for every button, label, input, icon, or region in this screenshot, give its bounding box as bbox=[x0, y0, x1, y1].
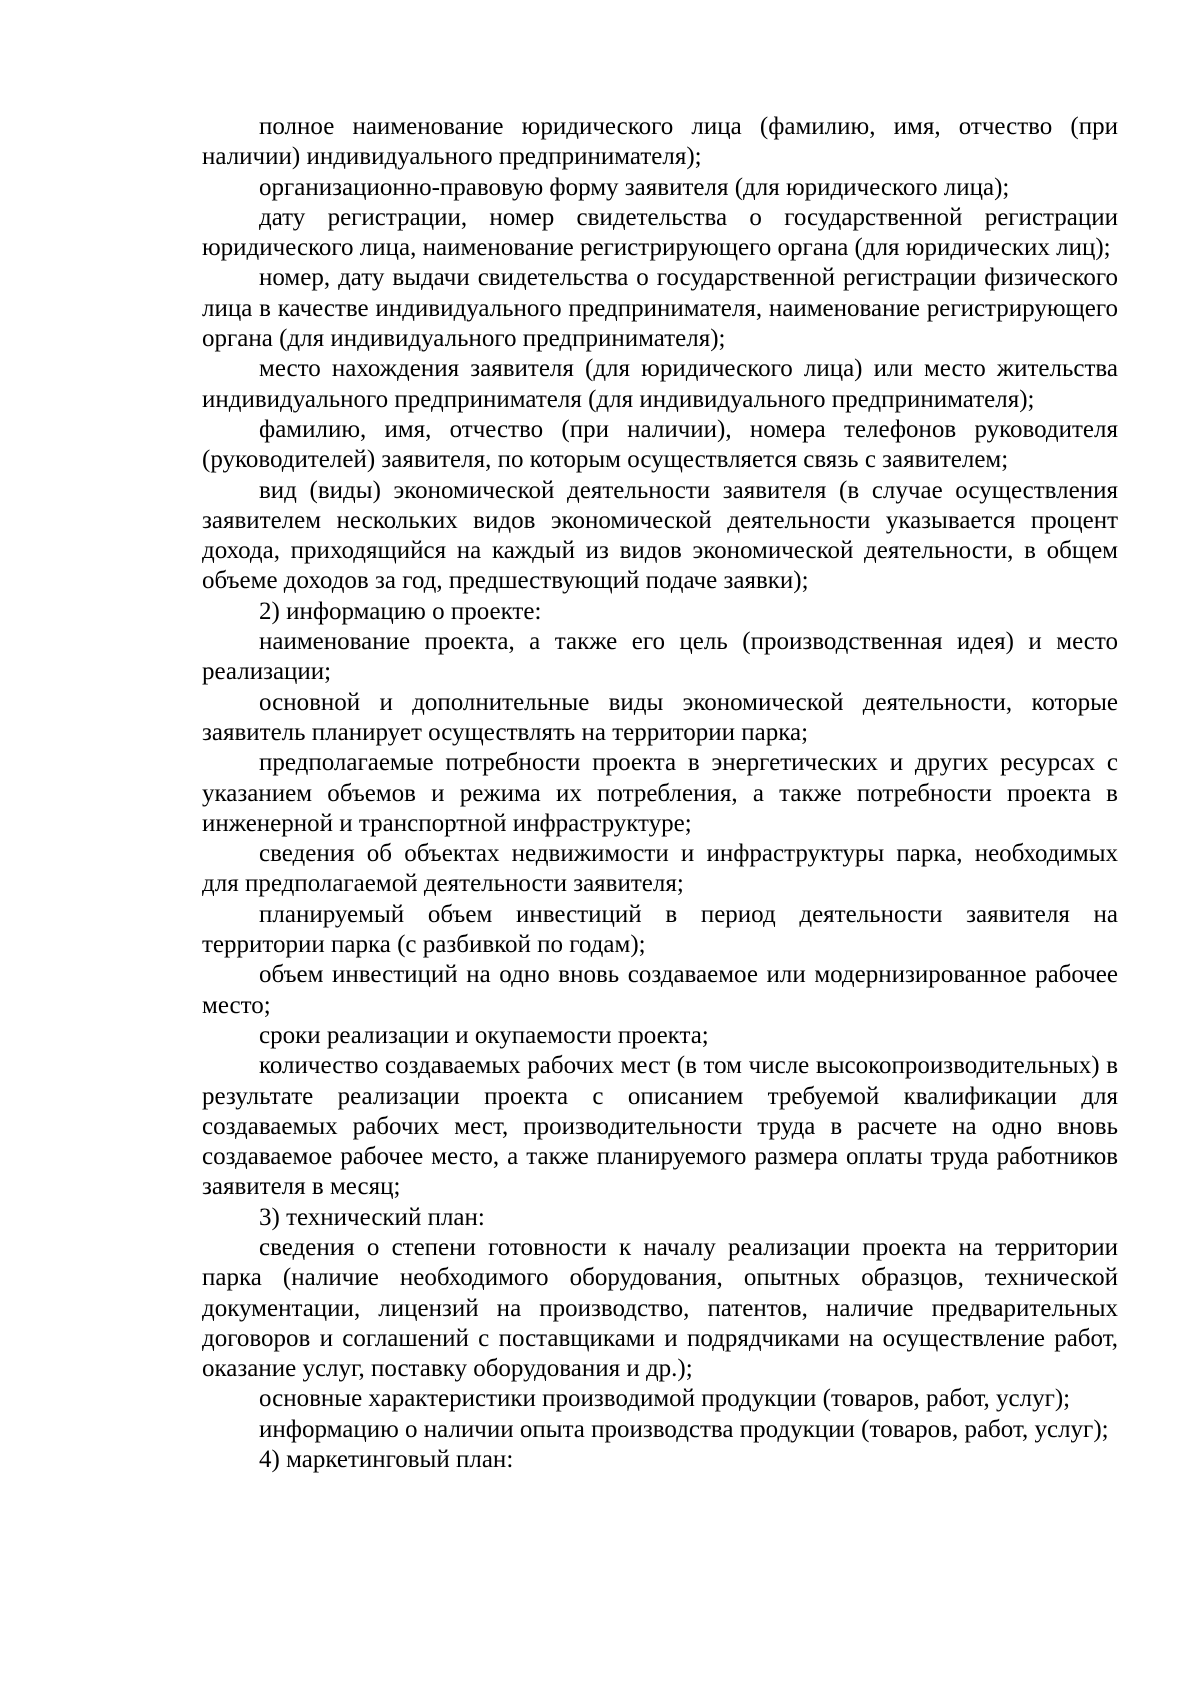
paragraph-legal-form: организационно-правовую форму заявителя (для юридического лица); bbox=[259, 173, 1010, 201]
paragraph-production-experience: информацию о наличии опыта производства продукции (товаров, работ, услуг); bbox=[259, 1415, 1109, 1443]
paragraph-registration-date: дату регистрации, номер свидетельства о государственной регистрации юридического лица, наименование регистрирующего органа (для юридических лиц); bbox=[202, 203, 1118, 262]
paragraph-entrepreneur-certificate: номер, дату выдачи свидетельства о государственной регистрации физического лица в качестве индивидуального предпринимателя, наименование регистрирующего органа (для индивидуального предпринимателя); bbox=[202, 264, 1118, 353]
paragraph-project-name: наименование проекта, а также его цель (производственная идея) и место реализации; bbox=[202, 628, 1118, 686]
paragraph-resource-needs: предполагаемые потребности проекта в энергетических и других ресурсах с указанием объемов и режима их потребления, а также потребности проекта в инженерной и транспортной инфраструктуре; bbox=[202, 749, 1118, 837]
paragraph-investment-per-workplace: объем инвестиций на одно вновь создаваемое или модернизированное рабочее место; bbox=[202, 961, 1118, 1019]
section-heading-project-info: 2) информацию о проекте: bbox=[259, 597, 542, 625]
paragraph-real-estate: сведения об объектах недвижимости и инфраструктуры парка, необходимых для предполагаемой деятельности заявителя; bbox=[202, 840, 1118, 898]
section-heading-marketing-plan: 4) маркетинговый план: bbox=[259, 1446, 514, 1474]
paragraph-location: место нахождения заявителя (для юридического лица) или место жительства индивидуального предпринимателя (для индивидуального предпринимателя); bbox=[202, 355, 1118, 413]
paragraph-manager-contacts: фамилию, имя, отчество (при наличии), номера телефонов руководителя (руководителей) заявителя, по которым осуществляется связь с заявителем; bbox=[202, 415, 1118, 474]
document-page bbox=[202, 112, 1118, 1475]
paragraph-product-characteristics: основные характеристики производимой продукции (товаров, работ, услуг); bbox=[259, 1385, 1071, 1413]
paragraph-legal-name: полное наименование юридического лица (фамилию, имя, отчество (при наличии) индивидуального предпринимателя); bbox=[202, 113, 1118, 171]
paragraph-payback-period: сроки реализации и окупаемости проекта; bbox=[259, 1021, 709, 1049]
paragraph-economic-activity: вид (виды) экономической деятельности заявителя (в случае осуществления заявителем нескольких видов экономической деятельности указывается процент дохода, приходящийся на каждый из видов экономической деятельности, в общем объеме доходов за год, предшествующий подаче заявки); bbox=[202, 476, 1118, 595]
paragraph-activity-types: основной и дополнительные виды экономической деятельности, которые заявитель планирует осуществлять на территории парка; bbox=[202, 688, 1118, 746]
paragraph-workplaces: количество создаваемых рабочих мест (в том числе высокопроизводительных) в результате реализации проекта с описанием требуемой квалификации для создаваемых рабочих мест, производительности труда в расчете на одно вновь создаваемое рабочее место, а также планируемого размера оплаты труда работников заявителя в месяц; bbox=[202, 1052, 1118, 1201]
section-heading-technical-plan: 3) технический план: bbox=[259, 1203, 485, 1231]
paragraph-investment-volume: планируемый объем инвестиций в период деятельности заявителя на территории парка (с разбивкой по годам); bbox=[202, 900, 1118, 959]
paragraph-readiness: сведения о степени готовности к началу реализации проекта на территории парка (наличие необходимого оборудования, опытных образцов, технической документации, лицензий на производство, патентов, наличие предварительных договоров и соглашений с поставщиками и подрядчиками на осуществление работ, оказание услуг, поставку оборудования и др.); bbox=[202, 1233, 1118, 1383]
